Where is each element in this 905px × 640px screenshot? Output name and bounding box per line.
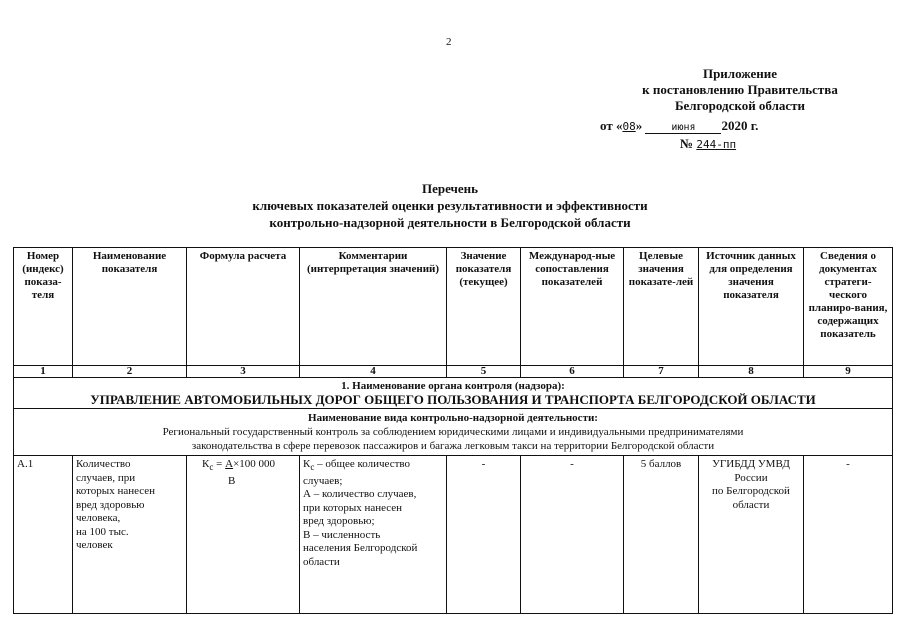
table-row (14, 456, 893, 614)
name-line: вред здоровью (76, 498, 145, 511)
column-number: 3 (187, 366, 300, 378)
cell-documents: - (804, 456, 893, 614)
header-source: Источник данных для определения значения показателя (699, 248, 804, 366)
date-prefix: от « (600, 118, 623, 133)
header-current-value: Значение показателя (текущее) (447, 248, 521, 366)
column-number: 8 (699, 366, 804, 378)
name-line: которых нанесен (76, 485, 156, 497)
title-line-1: Перечень (421, 181, 479, 196)
column-number: 7 (624, 366, 699, 378)
column-number: 9 (804, 366, 893, 378)
number-value: 244-пп (696, 138, 737, 151)
appendix-line-2: к постановлению Правительства (642, 82, 838, 97)
comment-k: К (303, 458, 311, 470)
header-formula: Формула расчета (187, 248, 300, 366)
appendix-line-1: Приложение (702, 66, 778, 81)
source-line: области (732, 498, 770, 511)
formula-denominator: В (228, 474, 236, 487)
formula (190, 458, 296, 475)
name-line: человека, (76, 512, 121, 524)
column-number: 1 (14, 366, 73, 378)
cell-formula (187, 456, 300, 614)
appendix-block (590, 66, 890, 114)
formula-rest: ×100 000 (233, 458, 276, 470)
indicators-table (13, 247, 893, 614)
org-row (14, 378, 893, 409)
comment-line: случаев; (303, 474, 343, 487)
header-target: Целевые значения показате-лей (624, 248, 699, 366)
name-line: человек (76, 539, 113, 551)
name-line: Количество (76, 458, 131, 470)
formula-sub: с (209, 462, 214, 473)
name-line: случаев, при (76, 471, 136, 484)
date-day: 08 (622, 120, 636, 133)
cell-target: 5 баллов (624, 456, 699, 614)
header-name: Наименование показателя (73, 248, 187, 366)
org-cell (14, 378, 893, 409)
number-prefix: № (680, 136, 694, 151)
kind-cell (14, 409, 893, 456)
page-number: 2 (446, 36, 452, 48)
header-index: Номер (индекс) показа-теля (14, 248, 73, 366)
column-number: 6 (521, 366, 624, 378)
kind-text-2: законодательства в сфере перевозок пассажиров и багажа легковым такси на территории Белгородской области (191, 440, 715, 452)
cell-index: А.1 (14, 456, 73, 614)
kind-text-1: Региональный государственный контроль за соблюдением юридическими лицами и индивидуальными предпринимателями (162, 426, 744, 438)
org-label: 1. Наименование органа контроля (надзора): (341, 380, 565, 392)
comment-text: – общее количество (314, 458, 411, 470)
header-international: Международ-ные сопоставления показателей (521, 248, 624, 366)
appendix-number (680, 136, 736, 152)
comment-line: области (303, 555, 340, 568)
formula-numerator: А (225, 458, 234, 470)
cell-current-value: - (447, 456, 521, 614)
title-line-3: контрольно-надзорной деятельности в Белгородской области (269, 215, 631, 230)
comment-line: населения Белгородской (303, 542, 418, 555)
comment-line: при которых нанесен (303, 501, 403, 514)
cell-comments (300, 456, 447, 614)
column-number-row (14, 366, 893, 378)
header-row (14, 248, 893, 366)
cell-name (73, 456, 187, 614)
column-number: 2 (73, 366, 187, 378)
source-line: по Белгородской (712, 485, 790, 497)
formula-eq: = (213, 458, 226, 470)
comment-line: А – количество случаев, (303, 488, 417, 501)
formula-lhs: К (202, 458, 210, 470)
source-line: России (734, 471, 768, 484)
header-documents: Сведения о документах стратеги-ческого планиро-вания, содержащих показатель (804, 248, 893, 366)
header-comments: Комментарии (интерпретация значений) (300, 248, 447, 366)
date-month: июня (645, 122, 721, 134)
comment-line (303, 458, 443, 475)
date-mid: » (635, 118, 643, 133)
kind-row (14, 409, 893, 456)
document-title (200, 180, 700, 231)
cell-international: - (521, 456, 624, 614)
title-line-2: ключевых показателей оценки результативности и эффективности (252, 198, 648, 213)
appendix-line-3: Белгородской области (674, 98, 806, 113)
appendix-date (600, 118, 758, 134)
column-number: 5 (447, 366, 521, 378)
cell-source (699, 456, 804, 614)
org-name: УПРАВЛЕНИЕ АВТОМОБИЛЬНЫХ ДОРОГ ОБЩЕГО ПОЛЬЗОВАНИЯ И ТРАНСПОРТА БЕЛГОРОДСКОЙ ОБЛАСТИ (90, 392, 816, 407)
comment-line: вред здоровью; (303, 515, 375, 528)
column-number: 4 (300, 366, 447, 378)
comment-line: В – численность (303, 528, 381, 541)
kind-label: Наименование вида контрольно-надзорной деятельности: (308, 412, 598, 424)
source-line: УГИБДД УМВД (712, 458, 790, 470)
name-line: на 100 тыс. (76, 525, 129, 538)
date-year: 2020 г. (721, 118, 759, 133)
comment-k-sub: с (310, 462, 315, 473)
